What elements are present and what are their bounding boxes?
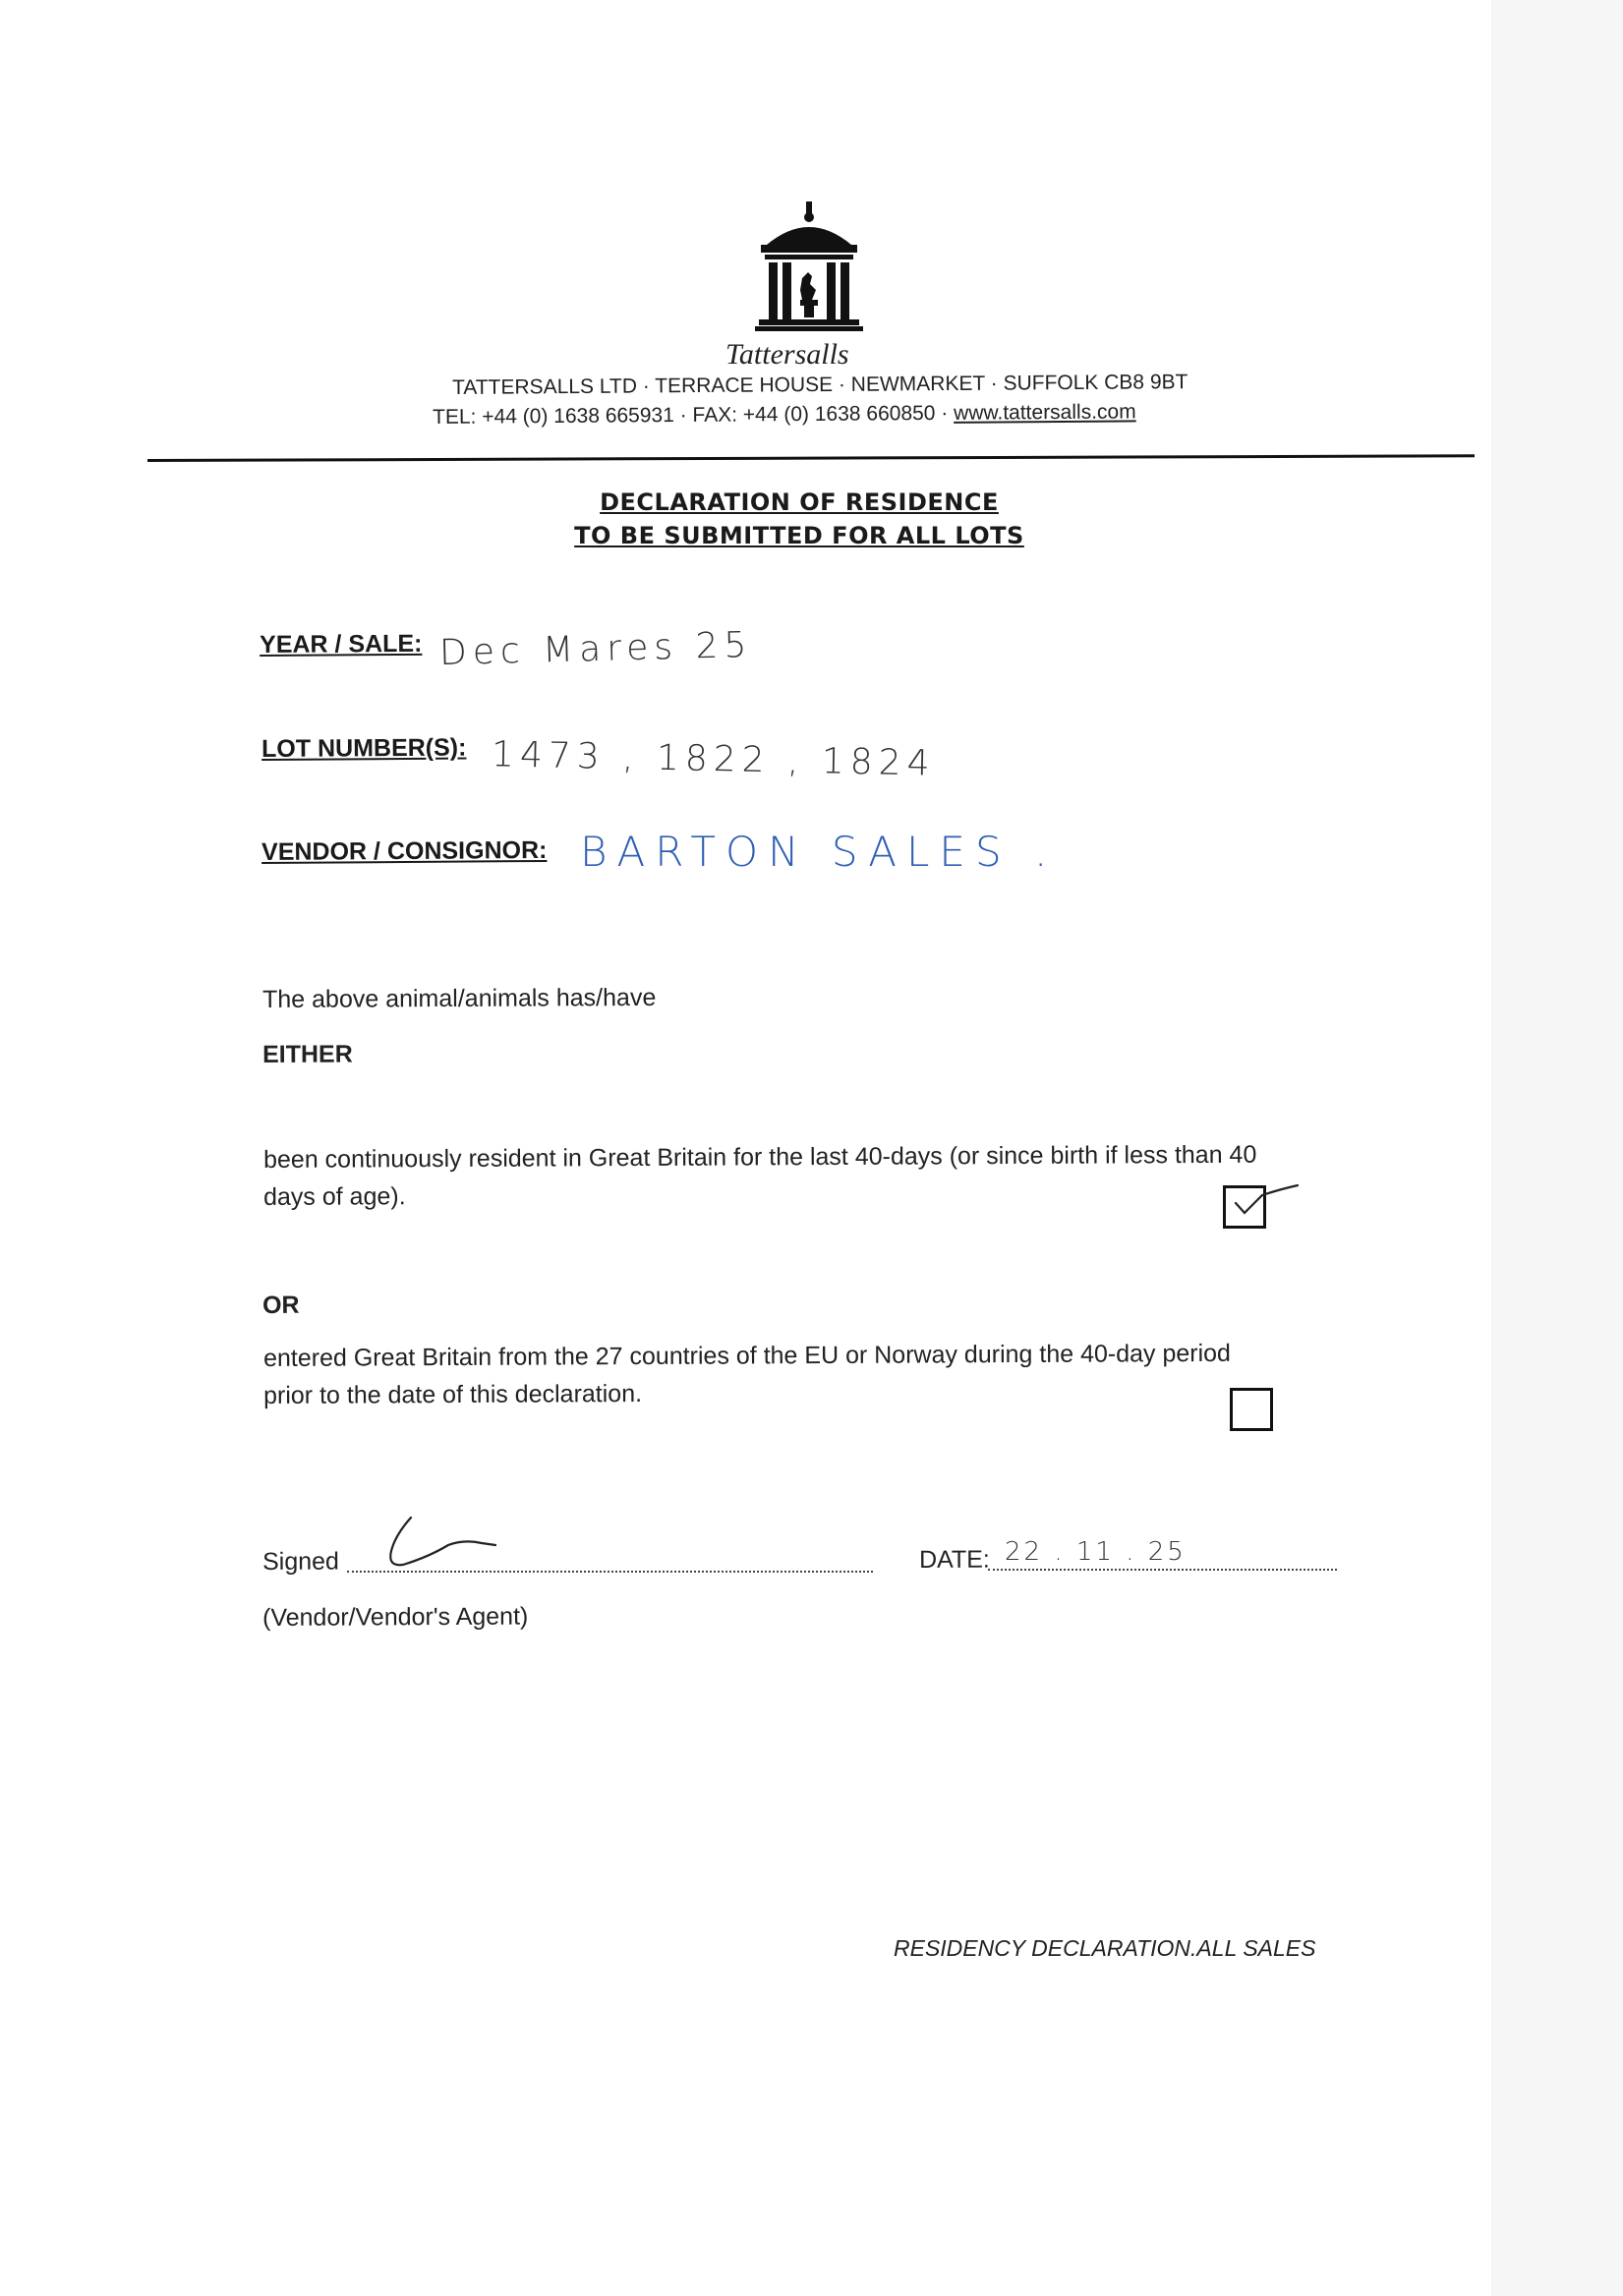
scan-edge-shading: [1491, 0, 1623, 2296]
check-mark-icon: [1233, 1176, 1302, 1225]
document-title-line2: TO BE SUBMITTED FOR ALL LOTS: [574, 522, 1024, 549]
or-heading: OR: [262, 1291, 300, 1319]
company-address: TATTERSALLS LTD · TERRACE HOUSE · NEWMARKET · SUFFOLK CB8 9BT: [452, 371, 1188, 399]
contact-phone-fax: TEL: +44 (0) 1638 665931 · FAX: +44 (0) 1638 660850 ·: [433, 401, 955, 429]
vendor-consignor-label: VENDOR / CONSIGNOR:: [261, 835, 548, 866]
signature-scribble: [374, 1514, 501, 1573]
lot-numbers-label: LOT NUMBER(S):: [261, 733, 467, 763]
option2-checkbox[interactable]: [1230, 1388, 1273, 1431]
date-value[interactable]: 22 . 11 . 25: [1005, 1537, 1187, 1567]
year-sale-label: YEAR / SALE:: [260, 629, 423, 659]
option1-text-line1: been continuously resident in Great Britain for the last 40-days (or since birth if less than 40: [263, 1140, 1257, 1174]
year-sale-value[interactable]: Dec Mares 25: [438, 624, 753, 674]
document-title-line1: DECLARATION OF RESIDENCE: [600, 488, 999, 516]
date-label: DATE:: [919, 1545, 990, 1574]
brand-name: Tattersalls: [725, 338, 849, 371]
signed-label: Signed: [262, 1547, 340, 1576]
header-divider: [147, 454, 1475, 462]
company-contact: [433, 400, 1136, 430]
option2-text-line1: entered Great Britain from the 27 countries of the EU or Norway during the 40-day period: [263, 1339, 1231, 1372]
lot-numbers-value[interactable]: 1473 , 1822 , 1824: [491, 734, 936, 784]
footer-document-code: RESIDENCY DECLARATION.ALL SALES: [894, 1935, 1316, 1961]
either-heading: EITHER: [262, 1040, 353, 1068]
date-line[interactable]: [988, 1569, 1337, 1571]
website-link[interactable]: www.tattersalls.com: [954, 400, 1136, 425]
vendor-consignor-value[interactable]: BARTON SALES .: [580, 828, 1058, 876]
option1-text-line2: days of age).: [263, 1182, 406, 1211]
intro-text: The above animal/animals has/have: [262, 983, 657, 1013]
option2-text-line2: prior to the date of this declaration.: [263, 1379, 643, 1409]
tattersalls-rotunda-logo: [755, 201, 863, 339]
vendor-agent-label: (Vendor/Vendor's Agent): [262, 1602, 529, 1632]
